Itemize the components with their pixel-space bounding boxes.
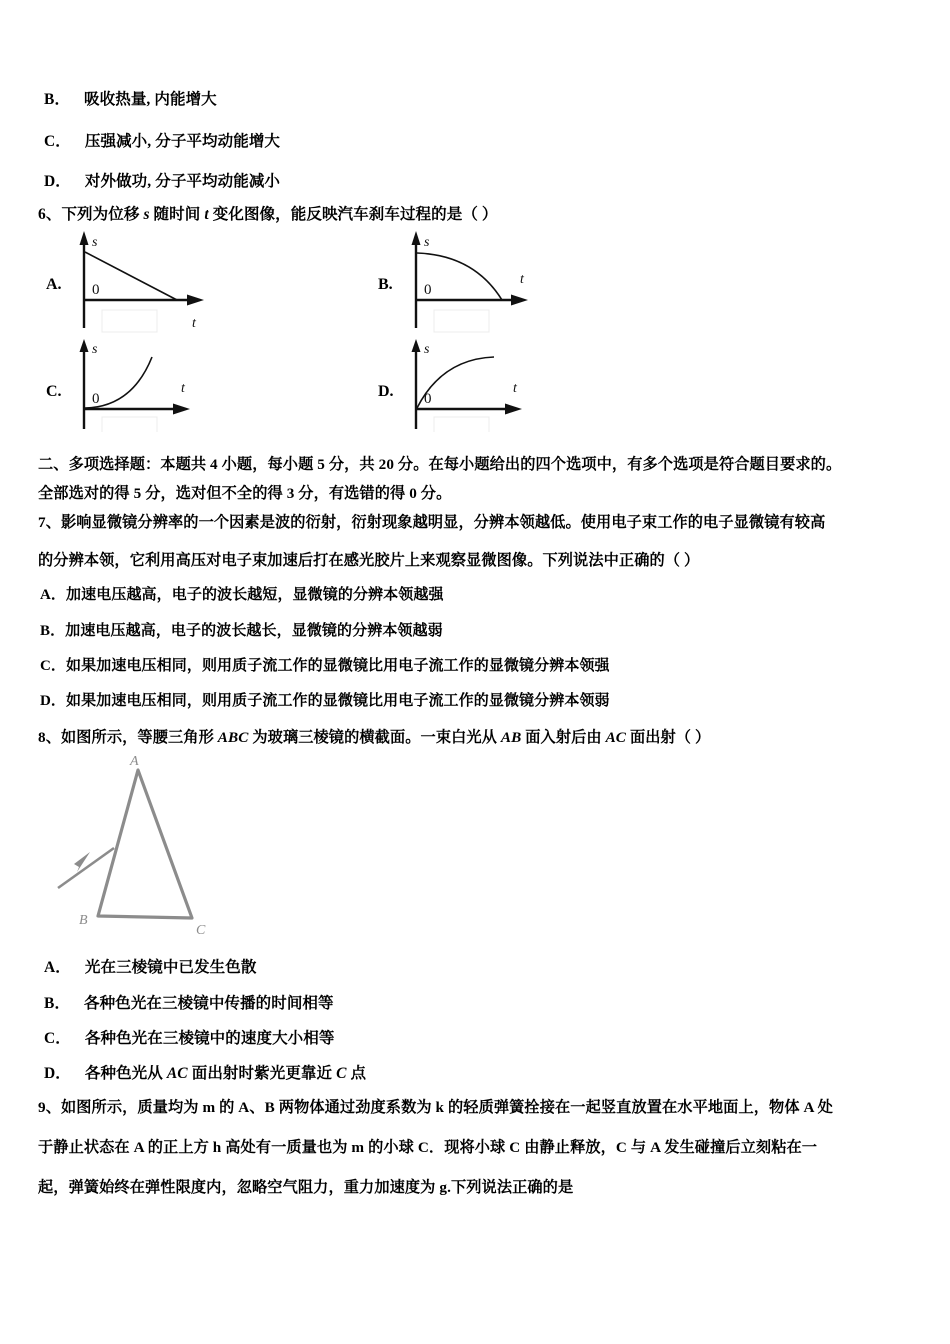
- option-label: D．: [40, 693, 67, 709]
- x-axis-arrow: [187, 295, 204, 306]
- q8-stem-post: 面出射（ ）: [626, 729, 711, 746]
- option-text: 各种色光在三棱镜中传播的时间相等: [84, 995, 334, 1012]
- q8-symbol-abc: ABC: [217, 729, 249, 746]
- option-row-q8-a: [44, 958, 256, 977]
- option-text: 如果加速电压相同，则用质子流工作的显微镜比用电子流工作的显微镜分辨本领强: [66, 658, 610, 674]
- option-label: C．: [44, 1030, 71, 1047]
- option-text: 各种色光在三棱镜中的速度大小相等: [84, 1030, 335, 1047]
- option-text: 加速电压越高，电子的波长越长，显微镜的分辨本领越弱: [65, 623, 443, 639]
- incident-ray-line: [58, 848, 114, 888]
- question-7-stem-line1: 7、影响显微镜分辨率的一个因素是波的衍射，衍射现象越明显，分辨本领越低。使用电子束工作的电子显微镜有较高: [38, 514, 826, 531]
- axis-origin-label: 0: [92, 282, 100, 298]
- y-axis-label: s: [92, 235, 98, 250]
- q6-stem-pre: 6、下列为位移: [38, 206, 144, 223]
- graph-choice-label-d: D.: [378, 383, 394, 400]
- option-row-q5-d: [44, 172, 280, 191]
- q6-stem-mid: 随时间: [149, 206, 205, 223]
- option-label: D．: [44, 1065, 71, 1082]
- option-row-q7-b: [40, 622, 443, 641]
- option-row-q7-c: [40, 657, 610, 676]
- axis-origin-label: 0: [92, 391, 100, 407]
- option-label: D．: [44, 173, 71, 190]
- prism-vertex-label-b: B: [79, 913, 88, 928]
- option-text: 对外做功, 分子平均动能减小: [84, 173, 281, 190]
- graph-choice-label-b: B.: [378, 276, 393, 293]
- graph-choice-c: [70, 337, 225, 432]
- graph-choice-label-c: C.: [46, 383, 62, 400]
- q6-stem-post: 变化图像，能反映汽车刹车过程的是（ ）: [208, 206, 498, 223]
- q6-symbol-t: t: [204, 206, 209, 223]
- option-row-q8-d: [44, 1064, 366, 1083]
- q8-stem-mid: 为玻璃三棱镜的横截面。一束白光从: [248, 729, 501, 746]
- option-row-q5-c: [44, 132, 280, 151]
- y-axis-label: s: [424, 235, 430, 250]
- section-2-heading-line2: 全部选对的得 5 分，选对但不全的得 3 分，有选错的得 0 分。: [38, 485, 452, 502]
- option-label: B．: [44, 995, 71, 1012]
- graph-choice-label-a: A.: [46, 276, 62, 293]
- ghost-rect: [102, 417, 157, 432]
- ghost-rect: [102, 310, 157, 332]
- axis-origin-label: 0: [424, 282, 432, 298]
- ghost-rect: [434, 310, 489, 332]
- y-axis-label: s: [424, 342, 430, 357]
- option-label: A．: [44, 959, 71, 976]
- option-label: C．: [44, 133, 71, 150]
- option-label: C．: [40, 658, 67, 674]
- q6-symbol-s: s: [143, 206, 150, 223]
- option-text: 光在三棱镜中已发生色散: [84, 959, 257, 976]
- q8-stem-mid2: 面入射后由: [521, 729, 606, 746]
- x-axis-label: t: [513, 381, 517, 396]
- x-axis-label: t: [520, 272, 524, 287]
- option-label: B．: [44, 91, 71, 108]
- incident-ray-arrowhead: [74, 852, 90, 872]
- option-text: 如果加速电压相同，则用质子流工作的显微镜比用电子流工作的显微镜分辨本领弱: [66, 693, 610, 709]
- y-axis-arrow: [80, 231, 89, 245]
- q8-symbol-ac: AC: [605, 729, 627, 746]
- option-text-post: 点: [346, 1065, 367, 1082]
- q8-stem-pre: 8、如图所示，等腰三角形: [38, 729, 218, 746]
- graph-choice-d: [402, 337, 557, 432]
- question-9-stem-line3: 起，弹簧始终在弹性限度内，忽略空气阻力，重力加速度为 g.下列说法正确的是: [38, 1179, 574, 1196]
- graph-choice-a: [70, 228, 225, 333]
- option-symbol-ac: AC: [166, 1065, 188, 1082]
- x-axis-arrow: [173, 404, 190, 415]
- option-text: 加速电压越高，电子的波长越短，显微镜的分辨本领越强: [66, 587, 444, 603]
- option-text-pre: 各种色光从: [84, 1065, 167, 1082]
- y-axis-label: s: [92, 342, 98, 357]
- question-9-stem-line2: 于静止状态在 A 的正上方 h 高处有一质量也为 m 的小球 C．现将小球 C 由静止释放，C 与 A 发生碰撞后立刻粘在一: [38, 1139, 818, 1156]
- option-row-q8-c: [44, 1029, 334, 1048]
- option-row-q8-b: [44, 994, 334, 1013]
- option-row-q7-a: [40, 586, 444, 605]
- option-text: 吸收热量, 内能增大: [84, 91, 217, 108]
- section-2-heading-line1: 二、多项选择题：本题共 4 小题，每小题 5 分，共 20 分。在每小题给出的四个选项中，有多个选项是符合题目要求的。: [38, 456, 842, 473]
- option-symbol-c: C: [336, 1065, 347, 1082]
- prism-vertex-label-c: C: [196, 923, 206, 938]
- prism-triangle: [98, 770, 192, 918]
- option-row-q5-b: [44, 90, 217, 109]
- question-9-stem-line1: 9、如图所示，质量均为 m 的 A、B 两物体通过劲度系数为 k 的轻质弹簧拴接在一起竖直放置在水平地面上，物体 A 处: [38, 1099, 833, 1116]
- prism-vertex-label-a: A: [130, 754, 139, 769]
- x-axis-label: t: [181, 381, 185, 396]
- y-axis-arrow: [80, 339, 89, 352]
- y-axis-arrow: [412, 231, 421, 245]
- option-label: B．: [40, 623, 66, 639]
- x-axis-arrow: [505, 404, 522, 415]
- graph-choice-b: [402, 228, 557, 333]
- ghost-rect: [434, 417, 489, 432]
- x-axis-label: t: [192, 316, 196, 331]
- question-6-stem: [38, 205, 498, 224]
- question-8-stem: [38, 728, 710, 747]
- option-label: A．: [40, 587, 67, 603]
- y-axis-arrow: [412, 339, 421, 352]
- axis-origin-label: 0: [424, 391, 432, 407]
- option-text-mid: 面出射时紫光更靠近: [187, 1065, 337, 1082]
- prism-figure: [46, 748, 266, 943]
- option-row-q7-d: [40, 692, 610, 711]
- q8-symbol-ab: AB: [500, 729, 522, 746]
- question-7-stem-line2: 的分辨本领，它利用高压对电子束加速后打在感光胶片上来观察显微图像。下列说法中正确的（ ）: [38, 552, 700, 569]
- x-axis-arrow: [511, 295, 528, 306]
- option-text: 压强减小, 分子平均动能增大: [84, 133, 281, 150]
